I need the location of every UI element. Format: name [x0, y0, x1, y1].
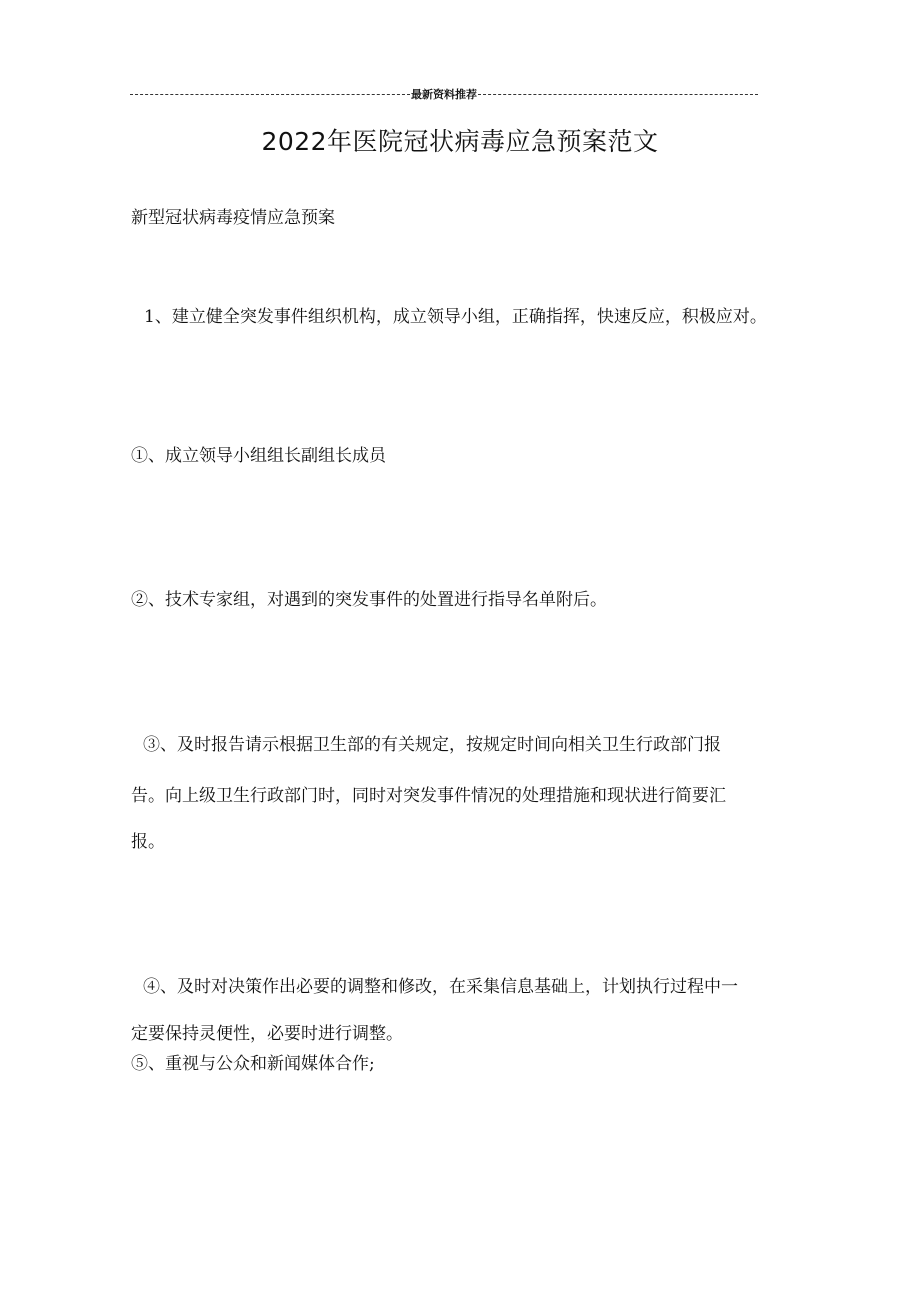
paragraph-line: ①、成立领导小组组长副组长成员: [131, 446, 386, 466]
paragraph-line: ⑤、重视与公众和新闻媒体合作;: [131, 1054, 375, 1074]
document-subtitle: 新型冠状病毒疫情应急预案: [131, 208, 335, 228]
paragraph-line: ②、技术专家组，对遇到的突发事件的处置进行指导名单附后。: [131, 590, 607, 610]
paragraph-line: 告。向上级卫生行政部门时，同时对突发事件情况的处理措施和现状进行简要汇: [131, 786, 726, 806]
header-tag: 最新资料推荐: [411, 88, 477, 101]
page-header: [130, 84, 758, 104]
paragraph-line: 定要保持灵便性，必要时进行调整。: [131, 1024, 403, 1044]
header-dash-right: [478, 94, 758, 95]
paragraph-line: 报。: [131, 832, 165, 852]
paragraph-line: ④、及时对决策作出必要的调整和修改，在采集信息基础上，计划执行过程中一: [143, 977, 738, 997]
paragraph-line: 1、建立健全突发事件组织机构，成立领导小组，正确指挥，快速反应，积极应对。: [144, 307, 767, 327]
paragraph-line: ③、及时报告请示根据卫生部的有关规定，按规定时间向相关卫生行政部门报: [143, 735, 721, 755]
document-title: 2022年医院冠状病毒应急预案范文: [261, 127, 659, 156]
header-dash-left: [130, 94, 410, 95]
